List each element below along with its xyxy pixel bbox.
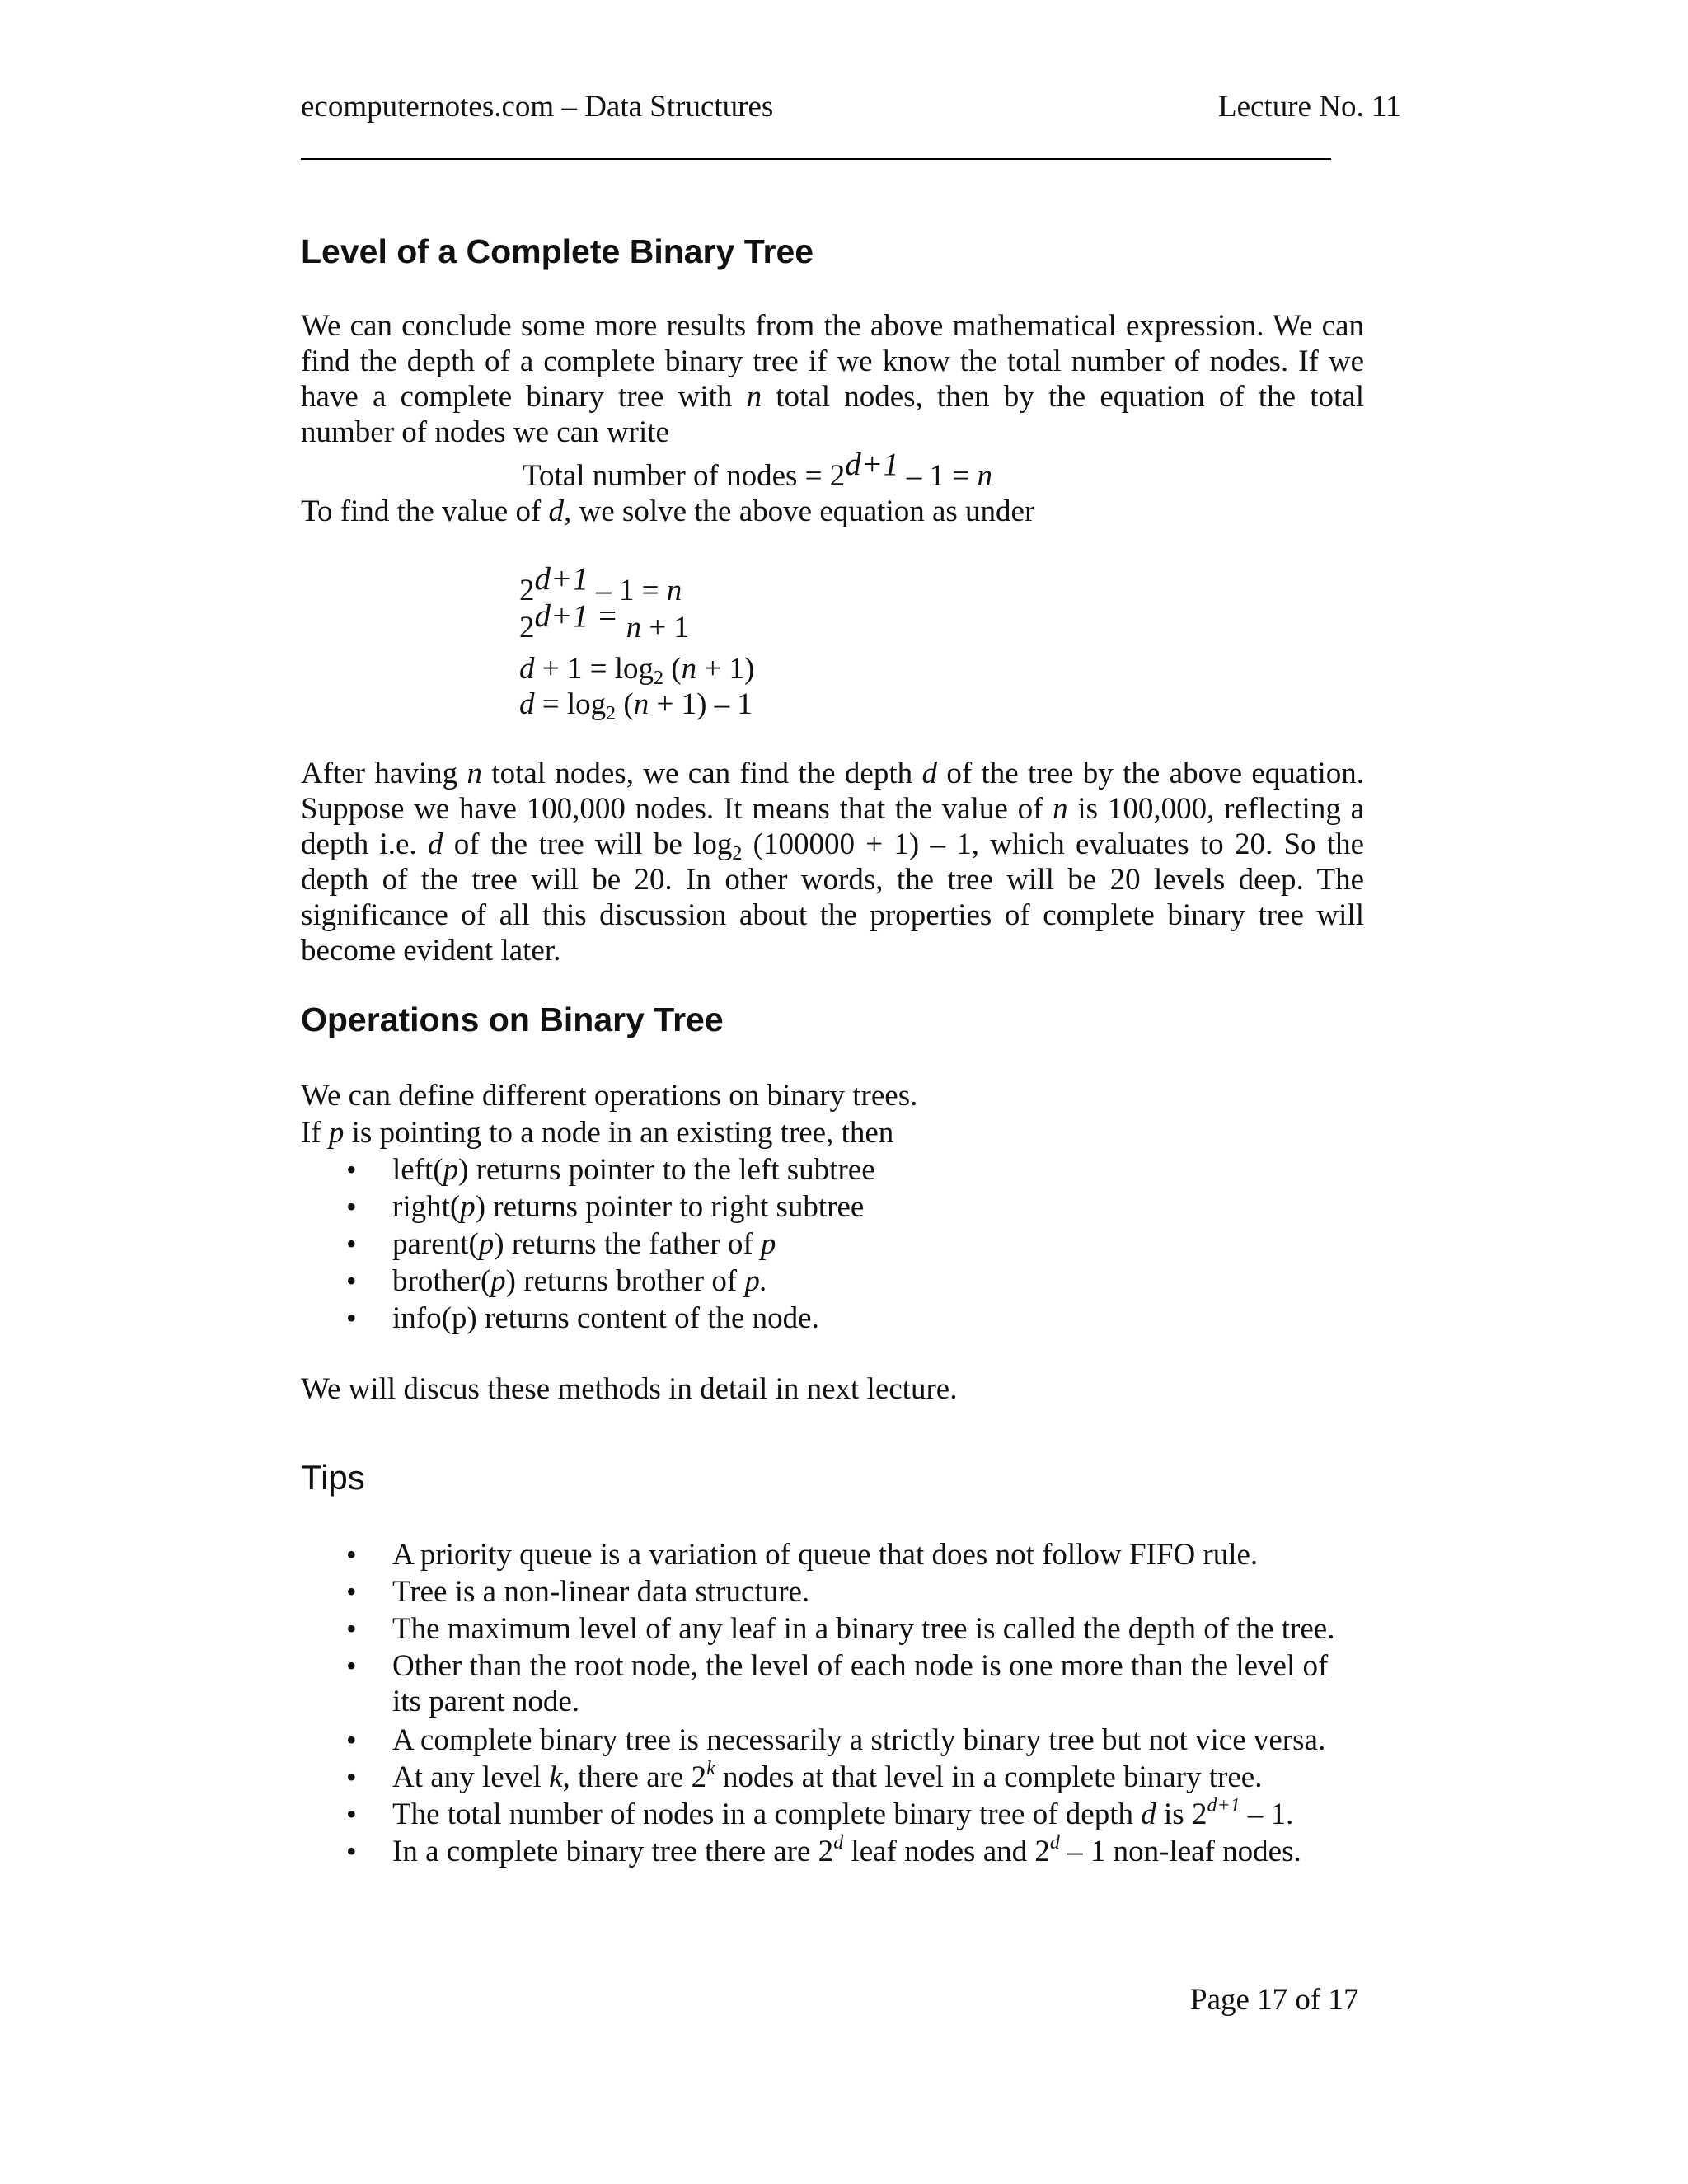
after-text: of the tree will be log <box>443 827 733 861</box>
eq-base: 2 <box>519 574 535 607</box>
var-n: n <box>681 652 697 686</box>
op-text: right( <box>392 1190 461 1224</box>
header-lecture: Lecture No. 11 <box>1218 90 1401 124</box>
solve-text: we solve the above equation as under <box>571 494 1035 528</box>
bullet-icon: • <box>346 1835 357 1868</box>
tip-text: In a complete binary tree there are 2 <box>392 1835 834 1868</box>
exponent: d <box>833 1832 844 1854</box>
tip-item: A priority queue is a variation of queue that does not follow FIFO rule. <box>392 1538 1259 1572</box>
intro-text: We can conclude some more results from the above mathematical expression. We can find the depth of a complete binary tree if we know the total number of nodes. If we have a complete binary tree with <box>301 309 1364 414</box>
bullet-icon: • <box>346 1575 357 1608</box>
var-d: d <box>519 687 535 721</box>
tip-text: – 1 non-leaf nodes. <box>1059 1835 1301 1868</box>
bullet-icon: • <box>346 1190 357 1223</box>
op-text: brother( <box>392 1264 491 1298</box>
bullet-icon: • <box>346 1227 357 1260</box>
tip-item: A complete binary tree is necessarily a strictly binary tree but not vice versa. <box>392 1723 1326 1757</box>
op-text: info(p) returns content of the node. <box>392 1301 819 1335</box>
header-rule <box>301 158 1331 160</box>
equation-step-3 <box>519 651 754 687</box>
page-number: Page 17 of 17 <box>1190 1983 1359 2017</box>
solve-line <box>301 494 1364 529</box>
equation-step-4 <box>519 687 753 722</box>
bullet-icon: • <box>346 1723 357 1756</box>
var-p: p <box>328 1116 345 1150</box>
var-d: d <box>519 652 535 686</box>
log-base: 2 <box>654 668 664 689</box>
after-text: After having <box>301 757 467 790</box>
operation-item-left <box>392 1152 1365 1188</box>
log-base: 2 <box>606 703 617 724</box>
eq-text: ( <box>616 687 634 721</box>
ops-text: If <box>301 1116 329 1150</box>
operation-item-parent <box>392 1226 1365 1262</box>
eq-rest: – 1 = <box>588 574 667 607</box>
eq-text: + 1 = log <box>534 652 654 686</box>
after-paragraph <box>301 756 1364 968</box>
bullet-icon: • <box>346 1649 357 1682</box>
tip-item: Tree is a non-linear data structure. <box>392 1575 810 1609</box>
tip-text: nodes at that level in a complete binary tree. <box>715 1760 1263 1794</box>
tip-item <box>392 1834 1365 1869</box>
var-p: p <box>460 1190 476 1224</box>
bullet-icon: • <box>346 1538 357 1571</box>
tip-text: The total number of nodes in a complete binary tree of depth <box>392 1797 1142 1831</box>
eq-text: + 1) – 1 <box>649 687 753 721</box>
tip-text: – 1. <box>1240 1797 1294 1831</box>
log-base: 2 <box>732 843 743 865</box>
var-p: p <box>490 1264 506 1298</box>
equation-step-2 <box>519 598 690 645</box>
var-p: p <box>478 1227 495 1261</box>
tip-item <box>392 1797 1365 1832</box>
var-n: n <box>626 611 642 644</box>
operations-line-2 <box>301 1115 1364 1151</box>
var-n: n <box>633 687 649 721</box>
op-text: left( <box>392 1153 443 1187</box>
var-d: d <box>427 827 443 861</box>
eq-text: ( <box>663 652 682 686</box>
eq-label: Total number of nodes = 2 <box>523 459 846 493</box>
var-n: n <box>746 380 762 414</box>
bullet-icon: • <box>346 1612 357 1645</box>
var-p: p <box>760 1227 776 1261</box>
intro-text: total nodes, then by the equation of the total number of nodes we can write <box>301 380 1364 449</box>
var-n: n <box>666 574 682 607</box>
operation-item-brother <box>392 1263 1365 1299</box>
var-d: d <box>921 757 937 790</box>
level-intro-paragraph <box>301 308 1364 450</box>
eq-text: + 1) <box>696 652 755 686</box>
eq-text: = log <box>534 687 607 721</box>
total-nodes-equation <box>523 447 992 494</box>
operation-item-right <box>392 1189 1365 1225</box>
operation-item-info <box>392 1301 1365 1336</box>
var-n: n <box>467 757 482 790</box>
tip-item: The maximum level of any leaf in a binary tree is called the depth of the tree. <box>392 1612 1335 1646</box>
header-site: ecomputernotes.com – Data Structures <box>301 90 774 124</box>
op-text: parent( <box>392 1227 479 1261</box>
tip-text: , there are 2 <box>562 1760 707 1794</box>
op-text: ) returns pointer to right subtree <box>475 1190 865 1224</box>
tip-item: Other than the root node, the level of each node is one more than the level of its parent node. <box>392 1649 1329 1718</box>
solve-text: To find the value of <box>301 494 549 528</box>
bullet-icon: • <box>346 1264 357 1297</box>
exponent: d <box>1049 1832 1060 1854</box>
eq-exponent: d+1 = <box>534 598 626 634</box>
var-p: p. <box>744 1264 768 1298</box>
bullet-icon: • <box>346 1760 357 1793</box>
after-text: (100000 + 1) – 1, which evaluates to 20. So the depth of the tree will be 20. In other words, the tree will be 20 levels deep. The significance of all this discussion about the properties of complete binary tree will become evident later. <box>301 827 1365 968</box>
ops-text: is pointing to a node in an existing tree, then <box>344 1116 894 1150</box>
eq-exponent: d+1 <box>845 447 899 482</box>
eq-rest: + 1 <box>641 611 690 644</box>
after-text: total nodes, we can find the depth <box>481 757 922 790</box>
tip-text: is 2 <box>1156 1797 1207 1831</box>
var-d: d, <box>548 494 572 528</box>
var-n: n <box>977 459 992 493</box>
section-title-level: Level of a Complete Binary Tree <box>301 232 814 270</box>
eq-base: 2 <box>519 611 535 644</box>
op-text: ) returns the father of <box>494 1227 761 1261</box>
var-d: d <box>1141 1797 1156 1831</box>
operations-line-1: We can define different operations on binary trees. <box>301 1079 918 1113</box>
after-text: is 100,000, reflecting a depth i.e. <box>301 792 1364 861</box>
eq-exponent: d+1 <box>534 561 588 597</box>
eq-rest: – 1 = <box>898 459 978 493</box>
bullet-icon: • <box>346 1797 357 1830</box>
section-title-tips: Tips <box>301 1458 365 1497</box>
bullet-icon: • <box>346 1153 357 1186</box>
bullet-icon: • <box>346 1301 357 1334</box>
var-p: p <box>443 1153 459 1187</box>
op-text: ) returns brother of <box>505 1264 745 1298</box>
tip-item <box>392 1760 1365 1795</box>
after-text: of the tree by the above equation. Suppose we have 100,000 nodes. It means that the value of <box>301 757 1365 826</box>
section-title-operations: Operations on Binary Tree <box>301 1001 724 1038</box>
var-k: k <box>549 1760 563 1794</box>
var-n: n <box>1053 792 1068 826</box>
exponent: d+1 <box>1207 1795 1240 1816</box>
tip-text: leaf nodes and 2 <box>843 1835 1050 1868</box>
op-text: ) returns pointer to the left subtree <box>458 1153 875 1187</box>
operations-closing: We will discus these methods in detail in next lecture. <box>301 1372 958 1406</box>
tip-text: At any level <box>392 1760 550 1794</box>
exponent: k <box>706 1758 715 1779</box>
